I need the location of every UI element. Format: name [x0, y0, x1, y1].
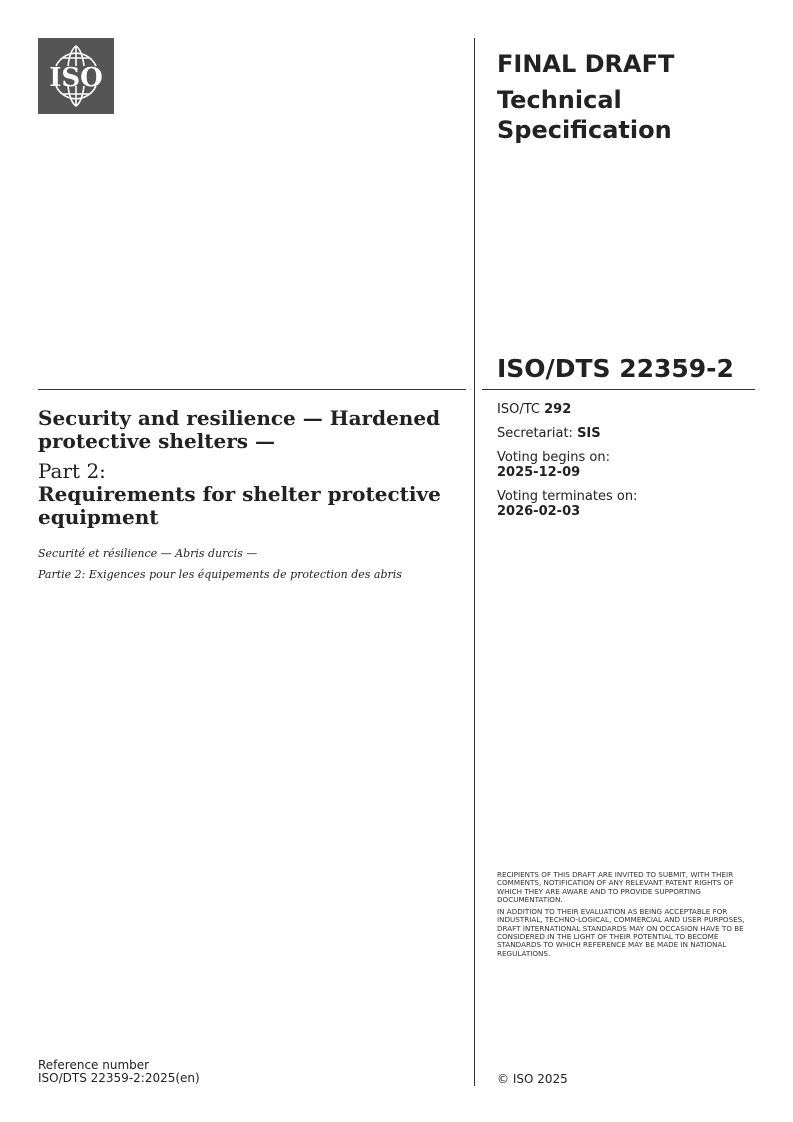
- reference-block: [38, 1059, 200, 1085]
- french-part-title: Partie 2: Exigences pour les équipements de protection des abris: [38, 568, 402, 581]
- meta-block: [497, 402, 637, 519]
- title-block: [38, 407, 458, 581]
- notice-paragraph: RECIPIENTS OF THIS DRAFT ARE INVITED TO SUBMIT, WITH THEIR COMMENTS, NOTIFICATION OF ANY RELEVANT PATENT RIGHTS OF WHICH THEY ARE AWARE AND TO PROVIDE SUPPORTING DOCUMENTATION.: [497, 870, 734, 904]
- notice: [497, 871, 757, 958]
- main-title: Security and resilience — Hardened protective shelters —: [38, 406, 441, 453]
- copyright: © ISO 2025: [497, 1072, 568, 1086]
- reference-number: ISO/DTS 22359-2:2025(en): [38, 1071, 200, 1085]
- tc-value: 292: [544, 402, 572, 417]
- secretariat-value: SIS: [577, 426, 601, 441]
- horizontal-divider: [38, 389, 466, 390]
- french-title: Securité et résilience — Abris durcis —: [38, 547, 258, 560]
- doc-number: ISO/DTS 22359-2: [497, 354, 734, 383]
- svg-text:ISO: ISO: [49, 63, 103, 93]
- voting-begins-value: 2025-12-09: [497, 465, 581, 480]
- reference-label: Reference number: [38, 1058, 150, 1072]
- part-title: Requirements for shelter protective equipment: [38, 482, 441, 529]
- iso-logo: [38, 38, 114, 114]
- voting-ends-label: Voting terminates on:: [497, 489, 638, 504]
- secretariat-label: Secretariat:: [497, 426, 573, 441]
- doc-type: [497, 49, 674, 145]
- notice-paragraph: IN ADDITION TO THEIR EVALUATION AS BEING ACCEPTABLE FOR INDUSTRIAL, TECHNO-LOGICAL, COMMERCIAL AND USER PURPOSES, DRAFT INTERNATIONAL STANDARDS MAY ON OCCASION HAVE TO BE CONSIDERED IN THE LIGHT OF THEIR POTENTIAL TO BECOME STANDARDS TO WHICH REFERENCE MAY BE MADE IN NATIONAL REGULATIONS.: [497, 907, 745, 958]
- voting-ends-value: 2026-02-03: [497, 504, 581, 519]
- part-label: Part 2:: [38, 459, 106, 483]
- vertical-divider: [474, 38, 475, 1086]
- doc-type-line: Technical: [497, 86, 622, 114]
- tc-label: ISO/TC: [497, 402, 540, 417]
- final-draft-label: FINAL DRAFT: [497, 50, 675, 78]
- voting-begins-label: Voting begins on:: [497, 450, 611, 465]
- doc-type-line: Specification: [497, 116, 672, 144]
- horizontal-divider: [482, 389, 755, 390]
